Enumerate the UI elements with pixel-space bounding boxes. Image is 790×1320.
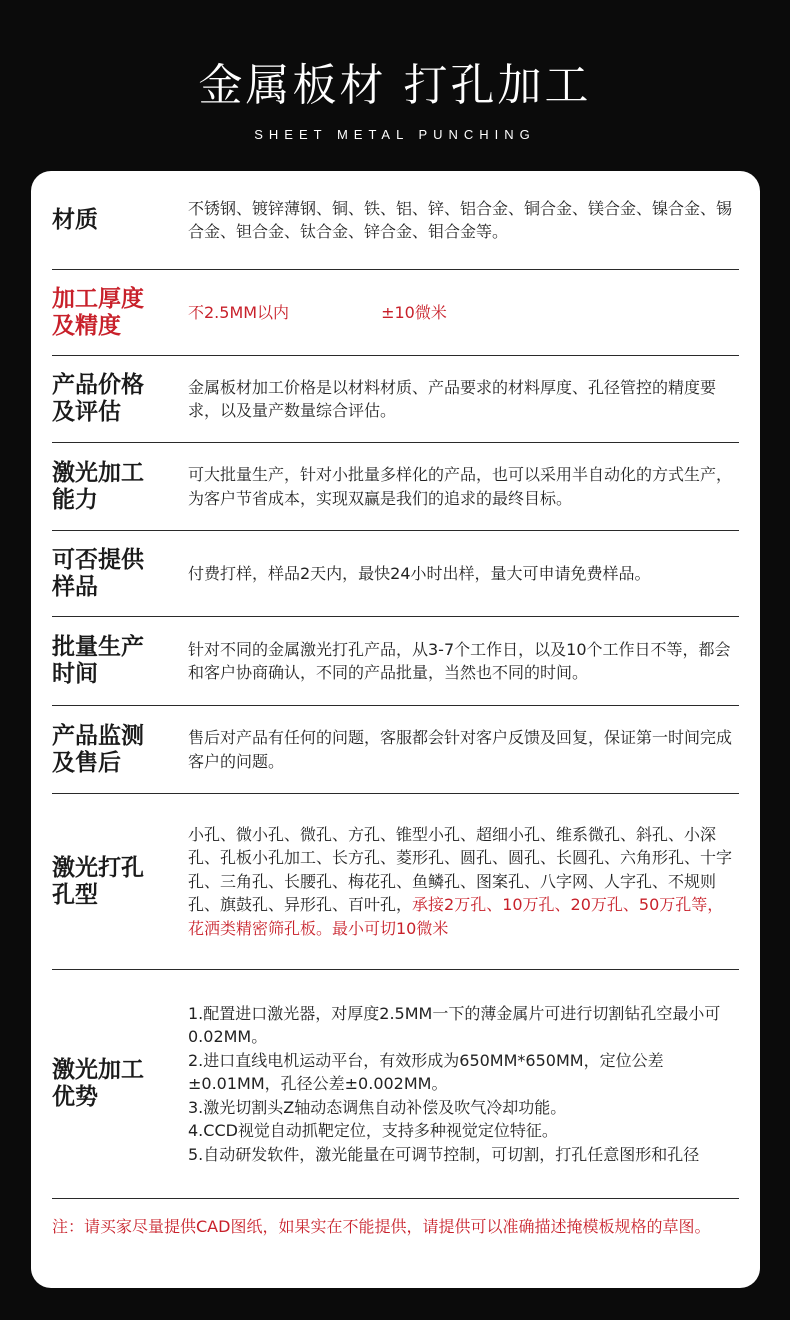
row-inspection-aftersales [52, 706, 739, 794]
row-content [188, 823, 739, 941]
advantage-item: 3.激光切割头Z轴动态调焦自动补偿及吹气冷却功能。 [188, 1097, 567, 1117]
row-content: 可大批量生产，针对小批量多样化的产品，也可以采用半自动化的方式生产，为客户节省成本，实现双赢是我们的追求的最终目标。 [188, 465, 733, 508]
row-content: 付费打样，样品2天内，最快24小时出样，量大可申请免费样品。 [188, 563, 651, 583]
row-label: 激光打孔 孔型 [52, 854, 144, 908]
row-laser-capability [52, 443, 739, 531]
row-label: 批量生产 时间 [52, 634, 144, 687]
row-label: 可否提供 样品 [52, 546, 144, 600]
row-label: 材质 [52, 206, 98, 233]
row-label: 激光加工 能力 [52, 459, 144, 513]
hole-types-text: 小孔、微小孔、微孔、方孔、锥型小孔、超细小孔、维系微孔、斜孔、小深孔、孔板小孔加工、长方孔、菱形孔、圆孔、圆孔、长圆孔、六角形孔、十字孔、三角孔、长腰孔、梅花孔、鱼鳞孔、图案孔、八字网、人字孔、不规则孔、旗鼓孔、异形孔、百叶孔， [188, 824, 733, 915]
row-content [188, 1002, 739, 1167]
row-hole-types [52, 794, 739, 970]
spec-card [31, 171, 760, 1288]
row-content: 针对不同的金属激光打孔产品，从3-7个工作日，以及10个工作日不等，都会和客户协商确认，不同的产品批量，当然也不同的时间。 [188, 639, 731, 682]
row-label: 加工厚度 及精度 [52, 285, 144, 339]
row-label: 激光加工 优势 [52, 1057, 144, 1110]
row-content [188, 301, 739, 325]
row-content: 售后对产品有任何的问题，客服都会针对客户反馈及回复，保证第一时间完成客户的问题。 [188, 728, 733, 771]
row-content: 不锈钢、镀锌薄钢、铜、铁、铝、锌、铝合金、铜合金、镁合金、镍合金、锡合金、钽合金、钛合金、锌合金、钼合金等。 [188, 198, 733, 241]
row-samples [52, 531, 739, 617]
row-price-evaluation [52, 356, 739, 443]
advantage-item: 2.进口直线电机运动平台，有效形成为650MM*650MM，定位公差±0.01MM，孔径公差±0.002MM。 [188, 1050, 664, 1094]
precision-value: ±10微米 [381, 302, 447, 322]
row-laser-advantages [52, 970, 739, 1199]
page-subtitle: SHEET METAL PUNCHING [254, 127, 536, 142]
advantage-item: 5.自动研发软件，激光能量在可调节控制，可切割，打孔任意图形和孔径 [188, 1144, 700, 1164]
advantage-item: 4.CCD视觉自动抓靶定位，支持多种视觉定位特征。 [188, 1121, 558, 1141]
row-production-time [52, 617, 739, 706]
hole-types-highlight: 承接2万孔、10万孔、20万孔、50万孔等，花洒类精密筛孔板。最小可切10微米 [188, 895, 724, 938]
advantage-item: 1.配置进口激光器，对厚度2.5MM一下的薄金属片可进行切割钻孔空最小可0.02MM。 [188, 1003, 721, 1047]
thickness-value: 不2.5MM以内 [188, 302, 290, 322]
footer-note: 注：请买家尽量提供CAD图纸，如果实在不能提供，请提供可以准确描述掩模板规格的草图。 [52, 1217, 711, 1236]
page-header [0, 0, 790, 170]
row-label: 产品监测 及售后 [52, 722, 144, 776]
row-content: 金属板材加工价格是以材料材质、产品要求的材料厚度、孔径管控的精度要求，以及量产数量综合评估。 [188, 377, 717, 420]
page-title: 金属板材 打孔加工 [198, 60, 592, 111]
row-material [52, 171, 739, 270]
row-label: 产品价格 及评估 [52, 372, 144, 425]
row-thickness-precision [52, 270, 739, 356]
